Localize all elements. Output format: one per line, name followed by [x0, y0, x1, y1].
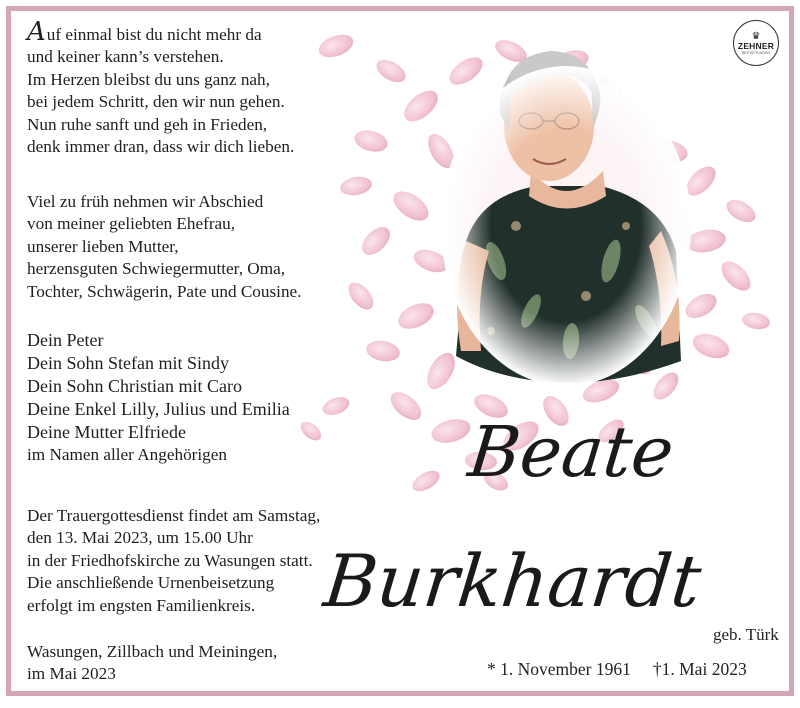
- poem-line: Im Herzen bleibst du uns ganz nah,: [27, 69, 270, 89]
- logo-subtitle: BESTATTUNGEN: [742, 50, 770, 55]
- birth-date: * 1. November 1961: [487, 659, 631, 679]
- farewell-line: von meiner geliebten Ehefrau,: [27, 214, 236, 234]
- farewell-line: herzensguten Schwiegermutter, Oma,: [27, 259, 285, 279]
- logo-name: ZEHNER: [737, 40, 775, 51]
- service-line: den 13. Mai 2023, um 15.00 Uhr: [27, 528, 253, 548]
- poem-line: Nun ruhe sanft und geh in Frieden,: [27, 114, 268, 134]
- poem-line: denk immer dran, dass wir dich lieben.: [27, 137, 295, 157]
- service-line: erfolgt im engsten Familienkreis.: [27, 595, 256, 615]
- farewell-line: unserer lieben Mutter,: [27, 236, 179, 256]
- place-line: Wasungen, Zillbach und Meiningen,: [27, 642, 278, 661]
- family-member: Dein Sohn Stefan mit Sindy: [27, 353, 229, 373]
- portrait-photo: [441, 51, 691, 386]
- farewell-line: Tochter, Schwägerin, Pate und Cousine.: [27, 281, 302, 301]
- place-line: im Mai 2023: [27, 664, 116, 684]
- family-list: [27, 329, 290, 466]
- life-dates: [487, 659, 747, 680]
- family-member: Deine Mutter Elfriede: [27, 422, 186, 442]
- family-member: Deine Enkel Lilly, Julius und Emilia: [27, 399, 290, 419]
- poem: [27, 17, 295, 158]
- funeral-home-logo: [733, 20, 779, 66]
- farewell-text: [27, 191, 301, 303]
- death-date: †1. Mai 2023: [652, 659, 747, 679]
- poem-line: bei jedem Schritt, den wir nun gehen.: [27, 92, 285, 112]
- service-info: [27, 505, 320, 617]
- service-line: in der Friedhofskirche zu Wasungen statt.: [27, 550, 313, 570]
- poem-line: und keiner kann’s verstehen.: [27, 47, 224, 67]
- farewell-line: Viel zu früh nehmen wir Abschied: [27, 192, 264, 211]
- maiden-name: geb. Türk: [713, 625, 779, 644]
- dropcap: A: [27, 17, 46, 47]
- service-line: Der Trauergottesdienst findet am Samstag,: [27, 506, 321, 525]
- poem-line: Auf einmal bist du nicht mehr da: [27, 17, 262, 47]
- last-name: Burkhardt: [320, 540, 705, 624]
- deceased-name: [320, 406, 721, 666]
- crown-icon: ♛: [751, 30, 761, 42]
- family-member: Dein Sohn Christian mit Caro: [27, 376, 242, 396]
- family-member: im Namen aller Angehörigen: [27, 445, 227, 464]
- place-date: [27, 641, 277, 686]
- service-line: Die anschließende Urnenbeisetzung: [27, 573, 275, 593]
- family-member: Dein Peter: [27, 330, 104, 350]
- obituary-notice: [6, 6, 794, 696]
- first-name: Beate: [464, 411, 678, 493]
